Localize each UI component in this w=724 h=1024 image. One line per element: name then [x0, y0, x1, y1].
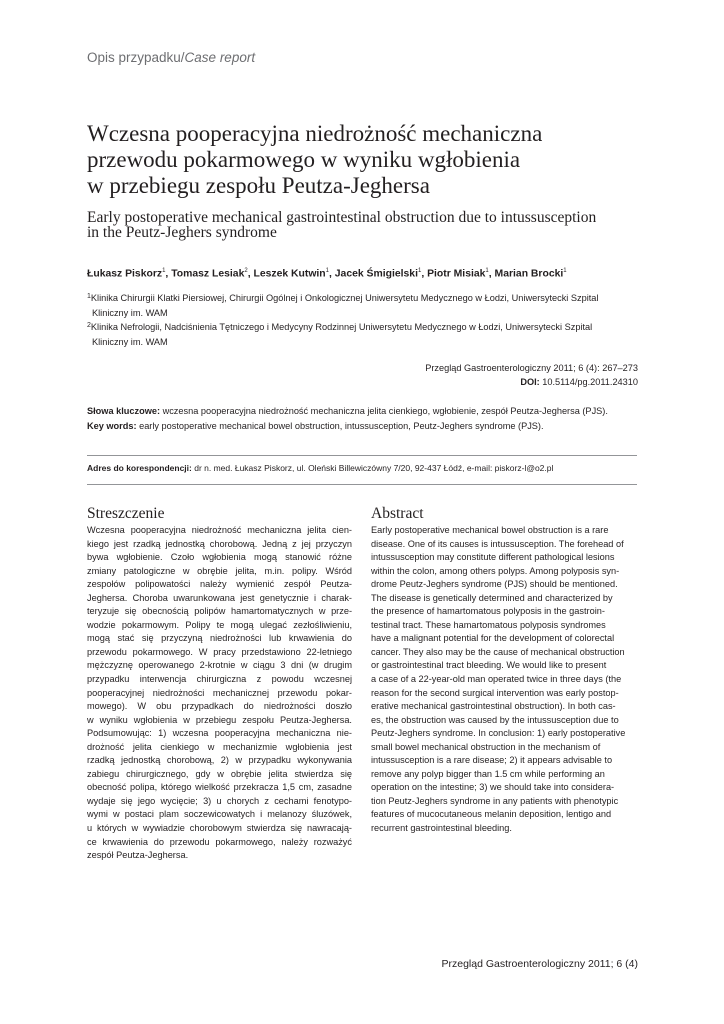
title-pl-line: w przebiegu zespołu Peutza-Jeghersa: [87, 173, 430, 198]
author-name: Tomasz Lesiak: [171, 268, 245, 280]
author-list: Łukasz Piskorz$^1$, Tomasz Lesiak$^2$, Leszek Kutwin$^1$, Jacek Śmigielski$^1$, Piotr Misiak$^1$, Marian Brocki$^1$: [87, 268, 567, 280]
abstract-line: operation on the intestine; 3) we should take into considera-: [371, 782, 615, 793]
affiliation-1: [87, 290, 639, 320]
affiliation-text: Klinika Nefrologii, Nadciśnienia Tętniczego i Medycyny Rodzinnej Uniwersytetu Medycznego w Łodzi, Uniwersytecki Szpital: [90, 322, 593, 332]
abstract-line: testinal tract. These hamartomatous polyposis syndromes: [371, 619, 606, 630]
affiliation-text-cont: Kliniczny im. WAM: [92, 336, 168, 347]
streszczenie-heading: Streszczenie: [87, 505, 165, 522]
author-affiliation-mark: 1: [162, 268, 166, 274]
abstract-line: or gastrointestinal tract bleeding. We would like to present: [371, 660, 607, 671]
streszczenie-line: u których w wywiadzie chorobowym stwierdza się nawracają-: [87, 823, 352, 834]
streszczenie-line: bywa wgłobienie. Czoło wgłobienia mogą stanowić różne: [87, 552, 352, 563]
affiliation-number: 1: [87, 293, 91, 300]
streszczenie-line: w wyniku wgłobienia w przebiegu zespołu Peutza-Jeghersa.: [87, 714, 352, 725]
streszczenie-line: mężczyznę operowanego 2-krotnie w ciągu 3 dni (w drugim: [87, 660, 352, 671]
streszczenie-line: Jeghersa. Choroba uwarunkowana jest genetycznie i charak-: [87, 592, 352, 603]
keywords-en-label: Key words:: [87, 421, 137, 431]
correspondence-text: dr n. med. Łukasz Piskorz, ul. Oleński Billewiczówny 7/20, 92-437 Łódź, e-mail: piskorz-l@o2.pl: [191, 463, 554, 473]
author-name: Piotr Misiak: [427, 268, 486, 280]
affiliation-number: 2: [87, 322, 91, 329]
title-pl-line: Wczesna pooperacyjna niedrożność mechaniczna: [87, 121, 543, 146]
page-footer: Przegląd Gastroenterologiczny 2011; 6 (4): [441, 958, 638, 970]
author-affiliation-mark: 1: [485, 268, 489, 274]
abstract-line: small bowel mechanical obstruction in the mechanism of: [371, 741, 601, 752]
correspondence: [87, 463, 553, 473]
author-name: Marian Brocki: [494, 268, 564, 280]
doi-link[interactable]: 10.5114/pg.2011.24310: [539, 377, 638, 387]
keywords-pl-label: Słowa kluczowe:: [87, 406, 161, 416]
author-affiliation-mark: 1: [417, 268, 422, 274]
title-polish: [87, 121, 647, 199]
abstract-line: cancer. They also may be the cause of mechanical obstruction: [371, 646, 625, 657]
streszczenie-line: zmiany patologiczne w obrębie jelita, m.in. polipy. Wśród: [87, 565, 352, 576]
title-en-line: in the Peutz-Jeghers syndrome: [87, 224, 277, 241]
title-english: [87, 210, 647, 240]
streszczenie-line: zabiegu chirurgicznego, gdy w obrębie jelita stwierdza się: [87, 768, 352, 779]
author-affiliation-mark: 1: [563, 268, 567, 274]
abstract-line: The disease is genetically determined and characterized by: [371, 592, 613, 603]
abstract-line: within the colon, among others polyps. Among polyposis syn-: [371, 565, 620, 576]
author-affiliation-mark: 1: [325, 268, 329, 274]
abstract-line: tion Peutz-Jeghers syndrome in any patients with phenotypic: [371, 795, 619, 806]
author-name: Jacek Śmigielski: [334, 268, 418, 280]
streszczenie-line: ce krwawienia do przewodu pokarmowego, należy rozważyć: [87, 836, 352, 847]
author-name: Łukasz Piskorz: [87, 268, 163, 280]
abstract-line: remove any polyp bigger than 1.5 cm while performing an: [371, 768, 605, 779]
streszczenie-line: pooperacyjnej niedrożności mechanicznej przewodu pokar-: [87, 687, 352, 698]
title-en-line: Early postoperative mechanical gastrointestinal obstruction due to intussusception: [87, 209, 597, 226]
abstract-line: intussusception may constitute different pathological lesions: [371, 552, 615, 563]
streszczenie-line: wodzie pokarmowym. Polipy te mogą ulegać zezłośliwieniu,: [87, 619, 352, 630]
streszczenie-line: drożność jelita cienkiego w mechanizmie wgłobienia jest: [87, 741, 352, 752]
keywords-pl-text: wczesna pooperacyjna niedrożność mechaniczna jelita cienkiego, wgłobienie, zespół Peutza-Jeghersa (PJS).: [160, 406, 608, 416]
abstract-heading: Abstract: [371, 505, 424, 522]
streszczenie-line: rzadką jednostką chorobową, 2) w przypadku wykonywania: [87, 755, 352, 766]
section-label: [87, 50, 255, 65]
streszczenie-line: obecność polipa, którego wielkość przekracza 1,5 cm, zasadne: [87, 782, 352, 793]
streszczenie-line: zespół Peutza-Jeghersa.: [87, 850, 189, 861]
streszczenie-line: zespołów polipowatości należy wymienić zespół Peutza-: [87, 579, 352, 590]
doi-label: DOI:: [520, 377, 540, 387]
citation: [425, 361, 638, 389]
abstract-line: disease. One of its causes is intussusception. The forehead of: [371, 538, 624, 549]
abstract-line: Peutz-Jeghers syndrome. In conclusion: 1) early postoperative: [371, 728, 626, 739]
correspondence-label: Adres do korespondencji:: [87, 463, 192, 473]
abstract-line: reason for the second surgical intervention was early postop-: [371, 687, 619, 698]
abstract-line: Early postoperative mechanical bowel obstruction is a rare: [371, 525, 609, 535]
affiliation-text: Klinika Chirurgii Klatki Piersiowej, Chirurgii Ogólnej i Onkologicznej Uniwersytetu Medycznego w Łodzi, Uniwersytecki Szpital: [90, 293, 599, 303]
abstract-line: recurrent gastrointestinal bleeding.: [371, 823, 512, 834]
streszczenie-line: mogą stać się przyczyną niedrożności lub krwawienia do: [87, 633, 352, 644]
keywords-en-text: early postoperative mechanical bowel obstruction, intussusception, Peutz-Jeghers syndrome (PJS).: [136, 421, 544, 431]
streszczenie-line: kiego jest rzadką jednostką chorobową. Jedną z jej przyczyn: [87, 538, 352, 549]
streszczenie-line: mowego). W obu przypadkach do niedrożności doszło: [87, 701, 352, 712]
section-label-en: Case report: [184, 50, 256, 65]
abstract-line: have a malignant potential for the development of colorectal: [371, 633, 615, 644]
abstract-line: the presence of hamartomatous polyposis in the gastroin-: [371, 606, 605, 617]
streszczenie-line: Podsumowując: 1) wczesna pooperacyjna mechaniczna nie-: [87, 728, 352, 739]
divider-bottom: [87, 484, 637, 485]
streszczenie-line: wydaje się jego wycięcie; 3) u chorych z cechami fenotypo-: [87, 795, 352, 806]
title-pl-line: przewodu pokarmowego w wyniku wgłobienia: [87, 147, 521, 172]
author-name: Leszek Kutwin: [253, 268, 326, 280]
keywords: [87, 404, 647, 434]
streszczenie-body: [87, 524, 352, 863]
abstract-body: [371, 524, 636, 836]
affiliation-2: [87, 319, 639, 349]
abstract-line: drome Peutz-Jeghers syndrome (PJS) should be mentioned.: [371, 579, 618, 590]
abstract-line: erative mechanical gastrointestinal obstruction). In both cas-: [371, 701, 616, 712]
streszczenie-line: przewodu pokarmowego. W pracy przedstawiono 22-letniego: [87, 646, 352, 657]
abstract-line: es, the obstruction was caused by the intussusception due to: [371, 714, 619, 725]
section-label-pl: Opis przypadku/: [87, 50, 185, 65]
affiliation-text-cont: Kliniczny im. WAM: [92, 307, 168, 318]
abstract-line: a case of a 22-year-old man operated twice in three days (the: [371, 674, 622, 685]
abstract-line: features of mucocutaneous melanin deposition, lentigo and: [371, 809, 612, 820]
streszczenie-line: wymi w postaci plam soczewicowatych i melanozy śluzówek,: [87, 809, 352, 820]
streszczenie-line: przypadku interwencja chirurgiczna z powodu wczesnej: [87, 674, 352, 685]
abstract-line: intussusception is a rare disease; 2) it appears advisable to: [371, 755, 613, 766]
divider-top: [87, 455, 637, 456]
streszczenie-line: teryzuje się obecnością polipów hamartomatycznych w prze-: [87, 606, 352, 617]
citation-journal: Przegląd Gastroenterologiczny 2011; 6 (4): 267–273: [425, 363, 638, 373]
streszczenie-line: Wczesna pooperacyjna niedrożność mechaniczna jelita cien-: [87, 525, 352, 535]
author-affiliation-mark: 2: [244, 268, 248, 274]
